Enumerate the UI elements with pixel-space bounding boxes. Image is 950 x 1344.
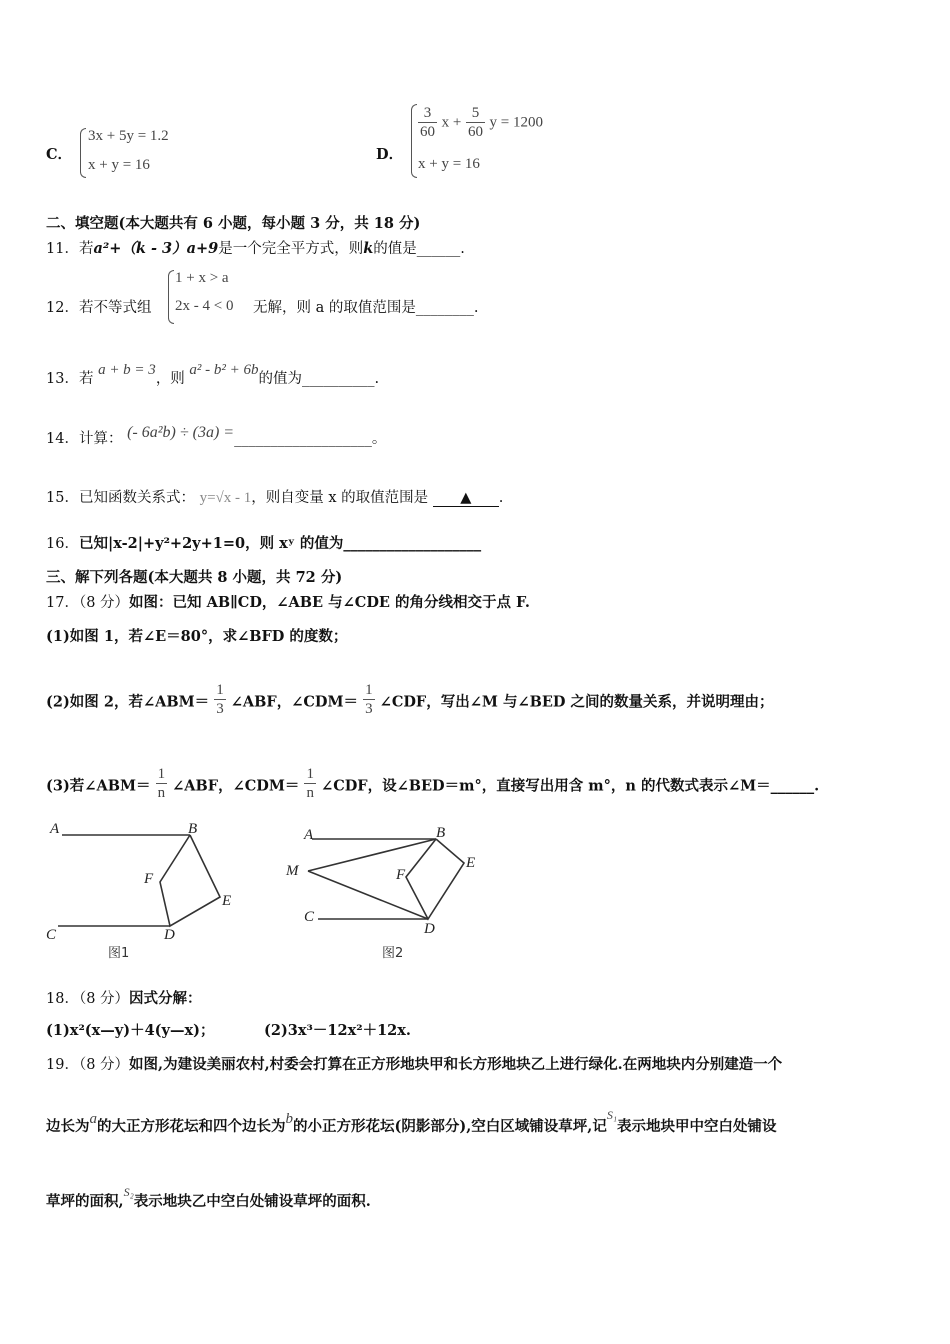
q18-part1: (1)x²(x—y)＋4(y—x)； (46, 1022, 215, 1039)
section-heading: 二、填空题(本大题共有 6 小题，每小题 3 分，共 18 分) (46, 215, 421, 232)
q17-part3: (3)若∠ABM＝ $\frac{1}{n}$ ∠ABF，∠CDM＝ $\frac{1}{n}$ ∠CDF，设∠BED＝m°，直接写出用含 m°，n 的代数式表示∠M＝______. (46, 766, 820, 801)
label-f: F (396, 867, 406, 883)
question-14: 14．计算： (- 6a²b) ÷ (3a) =___________________。 (46, 424, 387, 447)
label-d: D (164, 927, 175, 943)
label-c: C (46, 927, 57, 943)
question-19: 19．（8 分）如图,为建设美丽农村,村委会打算在正方形地块甲和长方形地块乙上进行绿化.在两地块内分别建造一个 (46, 1056, 783, 1073)
option-d-eq2: x + y = 16 (418, 156, 480, 172)
label-f: F (144, 871, 154, 887)
brace (411, 104, 417, 178)
q12-ineq1: 1 + x > a (175, 270, 229, 286)
question-15: 15．已知函数关系式： y=√x - 1，则自变量 x 的取值范围是 ▲ . (46, 490, 504, 506)
question-12: 12．若不等式组 (46, 300, 152, 316)
question-16: 16．已知|x-2|+y²+2y+1=0，则 xʸ 的值为___________________ (46, 535, 482, 552)
label-b: B (436, 825, 446, 841)
brace (168, 270, 174, 324)
q18-part2: (2)3x³－12x²＋12x. (264, 1022, 411, 1039)
figure-caption: 图1 (108, 946, 130, 961)
brace (80, 128, 86, 178)
label-a: A (304, 827, 314, 843)
label-m: M (286, 863, 299, 879)
q12-tail: 无解，则 a 的取值范围是________. (253, 300, 479, 316)
geometry-figures (40, 815, 520, 965)
question-11: 11．若a²+（k - 3）a+9是一个完全平方式，则k的值是______. (46, 240, 465, 257)
label-e: E (466, 855, 476, 871)
label-b: B (188, 821, 198, 837)
label-a: A (50, 821, 60, 837)
option-d-label: D． (376, 146, 404, 163)
label-c: C (304, 909, 315, 925)
option-c-eq1: 3x + 5y = 1.2 (88, 128, 169, 144)
option-d-eq1: $\frac{3}{60}$ x + $\frac{5}{60}$ y = 1200 (420, 105, 544, 140)
question-13: 13．若 a + b = 3，则 a² - b² + 6b的值为__________. (46, 362, 380, 387)
q17-part2: (2)如图 2，若∠ABM＝ $\frac{1}{3}$ ∠ABF，∠CDM＝ $\frac{1}{3}$ ∠CDF，写出∠M 与∠BED 之间的数量关系，并说明理由； (46, 682, 774, 717)
q19-line3: 草坪的面积,$^{S_2}$表示地块乙中空白处铺设草坪的面积. (46, 1185, 371, 1210)
label-e: E (222, 893, 232, 909)
section-heading: 三、解下列各题(本大题共 8 小题，共 72 分) (46, 569, 343, 586)
option-c-label: C． (46, 146, 73, 163)
question-18: 18．（8 分）因式分解： (46, 990, 202, 1007)
q19-line2: 边长为a的大正方形花坛和四个边长为b的小正方形花坛(阴影部分),空白区域铺设草坪,记$^{S_1}$表示地块甲中空白处铺设 (46, 1108, 777, 1135)
q12-ineq2: 2x - 4 < 0 (175, 298, 234, 314)
label-d: D (424, 921, 435, 937)
question-17: 17．（8 分）如图：已知 AB∥CD，∠ABE 与∠CDE 的角分线相交于点 F. (46, 594, 530, 611)
figure-caption: 图2 (382, 946, 404, 961)
option-c-eq2: x + y = 16 (88, 157, 150, 173)
q17-part1: (1)如图 1，若∠E＝80°，求∠BFD 的度数； (46, 628, 348, 645)
